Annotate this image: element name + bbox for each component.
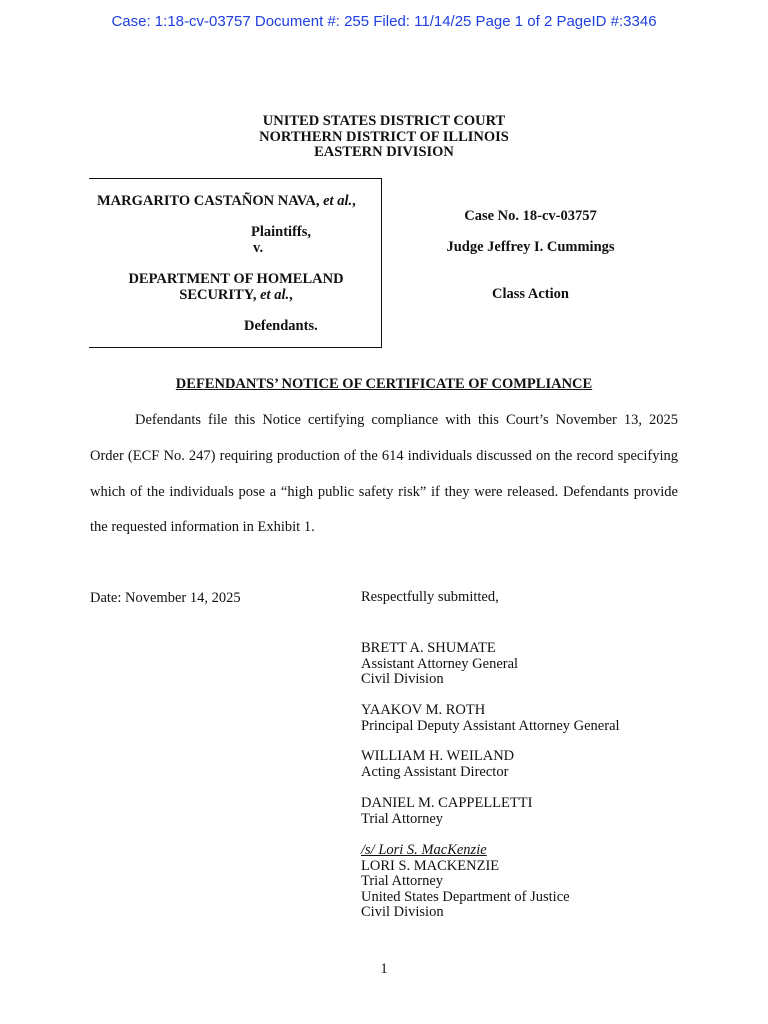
signer-title: Trial Attorney — [361, 873, 444, 889]
attorney-title: Acting Assistant Director — [361, 763, 509, 780]
signature-block — [361, 796, 532, 827]
page-number: 1 — [380, 961, 388, 977]
signature-closing: Respectfully submitted, — [361, 589, 499, 605]
body-paragraph: Defendants file this Notice certifying compliance with this Court’s November 13, 2025 Order (ECF No. 247) requiring production of the 614 individuals discussed on the record specifying which of the individuals pose a “high public safety risk” if they were released. Defendants provide the requested information in Exhibit 1. — [90, 412, 678, 536]
judge-name: Judge Jeffrey I. Cummings — [446, 239, 615, 255]
defendant-name-line1: DEPARTMENT OF HOMELAND — [128, 271, 344, 287]
signer-division: Civil Division — [361, 904, 444, 920]
case-number: Case No. 18-cv-03757 — [464, 208, 597, 224]
document-title: DEFENDANTS’ NOTICE OF CERTIFICATE OF COMPLIANCE — [175, 376, 593, 392]
signer-department: United States Department of Justice — [361, 888, 570, 905]
defendant-name-line2: SECURITY, et al., — [179, 287, 293, 303]
class-action-label: Class Action — [492, 286, 569, 302]
attorney-division: Civil Division — [361, 671, 444, 687]
filing-date: Date: November 14, 2025 — [90, 590, 241, 606]
et-al-text: et al. — [323, 193, 353, 209]
attorney-name: WILLIAM H. WEILAND — [361, 748, 515, 764]
docket-header-stamp: Case: 1:18-cv-03757 Document #: 255 Filed: 11/14/25 Page 1 of 2 PageID #:3346 — [111, 13, 657, 30]
attorney-name: DANIEL M. CAPPELLETTI — [361, 795, 533, 811]
court-name: UNITED STATES DISTRICT COURT — [262, 113, 506, 129]
versus-label: v. — [253, 240, 264, 256]
attorney-name: BRETT A. SHUMATE — [361, 640, 496, 656]
attorney-name: YAAKOV M. ROTH — [361, 702, 486, 718]
attorney-title: Trial Attorney — [361, 810, 444, 827]
court-division: EASTERN DIVISION — [314, 144, 454, 160]
signature-block — [361, 703, 620, 734]
electronic-signature: /s/ Lori S. MacKenzie — [361, 842, 487, 858]
court-heading — [0, 114, 768, 161]
plaintiff-name: MARGARITO CASTAÑON NAVA, et al., — [97, 193, 356, 209]
attorney-title: Principal Deputy Assistant Attorney General — [361, 717, 620, 734]
et-al-text: et al. — [260, 287, 290, 303]
attorney-title: Assistant Attorney General — [361, 655, 519, 672]
signature-block — [361, 641, 518, 688]
signer-name: LORI S. MACKENZIE — [361, 857, 500, 874]
signature-block-signer — [361, 843, 570, 921]
defendants-label: Defendants. — [244, 318, 318, 334]
court-district: NORTHERN DISTRICT OF ILLINOIS — [259, 128, 509, 145]
signature-block — [361, 749, 514, 780]
plaintiffs-label: Plaintiffs, — [251, 224, 312, 240]
